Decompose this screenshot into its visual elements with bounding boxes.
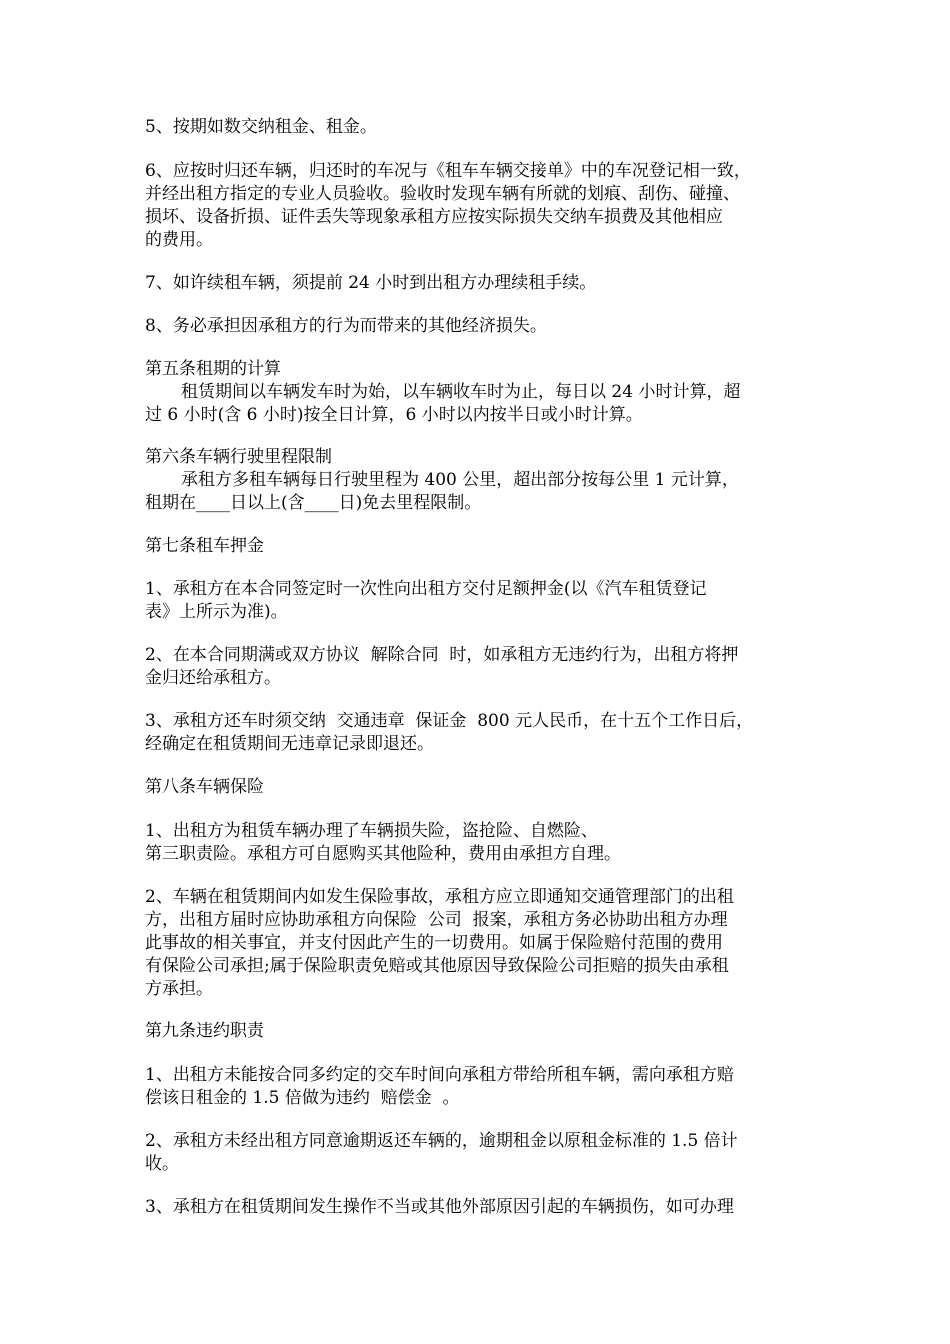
text-line: 第三职责险。承租方可自愿购买其他险种，费用由承担方自理。 (145, 844, 621, 864)
text-line: 1、出租方未能按合同多约定的交车时间向承租方带给所租车辆，需向承租方赔 (145, 1065, 734, 1085)
text-line: 承租方多租车辆每日行驶里程为 400 公里，超出部分按每公里 1 元计算， (181, 470, 739, 490)
text-line: 3、承租方在租赁期间发生操作不当或其他外部原因引起的车辆损伤，如可办理 (145, 1197, 734, 1217)
text-line: 经确定在租赁期间无违章记录即退还。 (145, 734, 434, 754)
text-line: 有保险公司承担;属于保险职责免赔或其他原因导致保险公司拒赔的损失由承租 (145, 956, 729, 976)
section-heading: 第五条租期的计算 (145, 359, 281, 379)
text-line: 2、车辆在租赁期间内如发生保险事故，承租方应立即通知交通管理部门的出租 (145, 887, 734, 907)
text-line: 2、在本合同期满或双方协议 解除合同 时，如承租方无违约行为，出租方将押 (145, 645, 739, 665)
text-line: 租期在____日以上(含____日)免去里程限制。 (145, 493, 482, 513)
text-line: 8、务必承担因承租方的行为而带来的其他经济损失。 (145, 316, 547, 336)
text-line: 租赁期间以车辆发车时为始，以车辆收车时为止，每日以 24 小时计算，超 (181, 382, 741, 402)
text-line: 5、按期如数交纳租金、租金。 (145, 117, 377, 137)
section-heading: 第六条车辆行驶里程限制 (145, 447, 332, 467)
text-line: 1、承租方在本合同签定时一次性向出租方交付足额押金(以《汽车租赁登记 (145, 579, 707, 599)
text-line: 7、如许续租车辆，须提前 24 小时到出租方办理续租手续。 (145, 273, 597, 293)
text-line: 金归还给承租方。 (145, 668, 281, 688)
section-heading: 第八条车辆保险 (145, 777, 264, 797)
text-line: 此事故的相关事宜，并支付因此产生的一切费用。如属于保险赔付范围的费用 (145, 933, 723, 953)
text-line: 方，出租方届时应协助承租方向保险 公司 报案，承租方务必协助出租方办理 (145, 910, 728, 930)
text-line: 偿该日租金的 1.5 倍做为违约 赔偿金 。 (145, 1088, 460, 1108)
text-line: 收。 (145, 1154, 179, 1174)
text-line: 2、承租方未经出租方同意逾期返还车辆的，逾期租金以原租金标准的 1.5 倍计 (145, 1131, 738, 1151)
text-line: 过 6 小时(含 6 小时)按全日计算，6 小时以内按半日或小时计算。 (145, 405, 643, 425)
text-line: 表》上所示为准)。 (145, 602, 288, 622)
text-line: 3、承租方还车时须交纳 交通违章 保证金 800 元人民币，在十五个工作日后， (145, 711, 754, 731)
text-line: 损坏、设备折损、证件丢失等现象承租方应按实际损失交纳车损费及其他相应 (145, 207, 723, 227)
text-line: 1、出租方为租赁车辆办理了车辆损失险，盗抢险、自燃险、 (145, 821, 598, 841)
text-line: 方承担。 (145, 979, 213, 999)
section-heading: 第七条租车押金 (145, 536, 264, 556)
section-heading: 第九条违约职责 (145, 1021, 264, 1041)
text-line: 并经出租方指定的专业人员验收。验收时发现车辆有所就的划痕、刮伤、碰撞、 (145, 184, 740, 204)
text-line: 的费用。 (145, 230, 213, 250)
text-line: 6、应按时归还车辆，归还时的车况与《租车车辆交接单》中的车况登记相一致， (145, 161, 751, 181)
